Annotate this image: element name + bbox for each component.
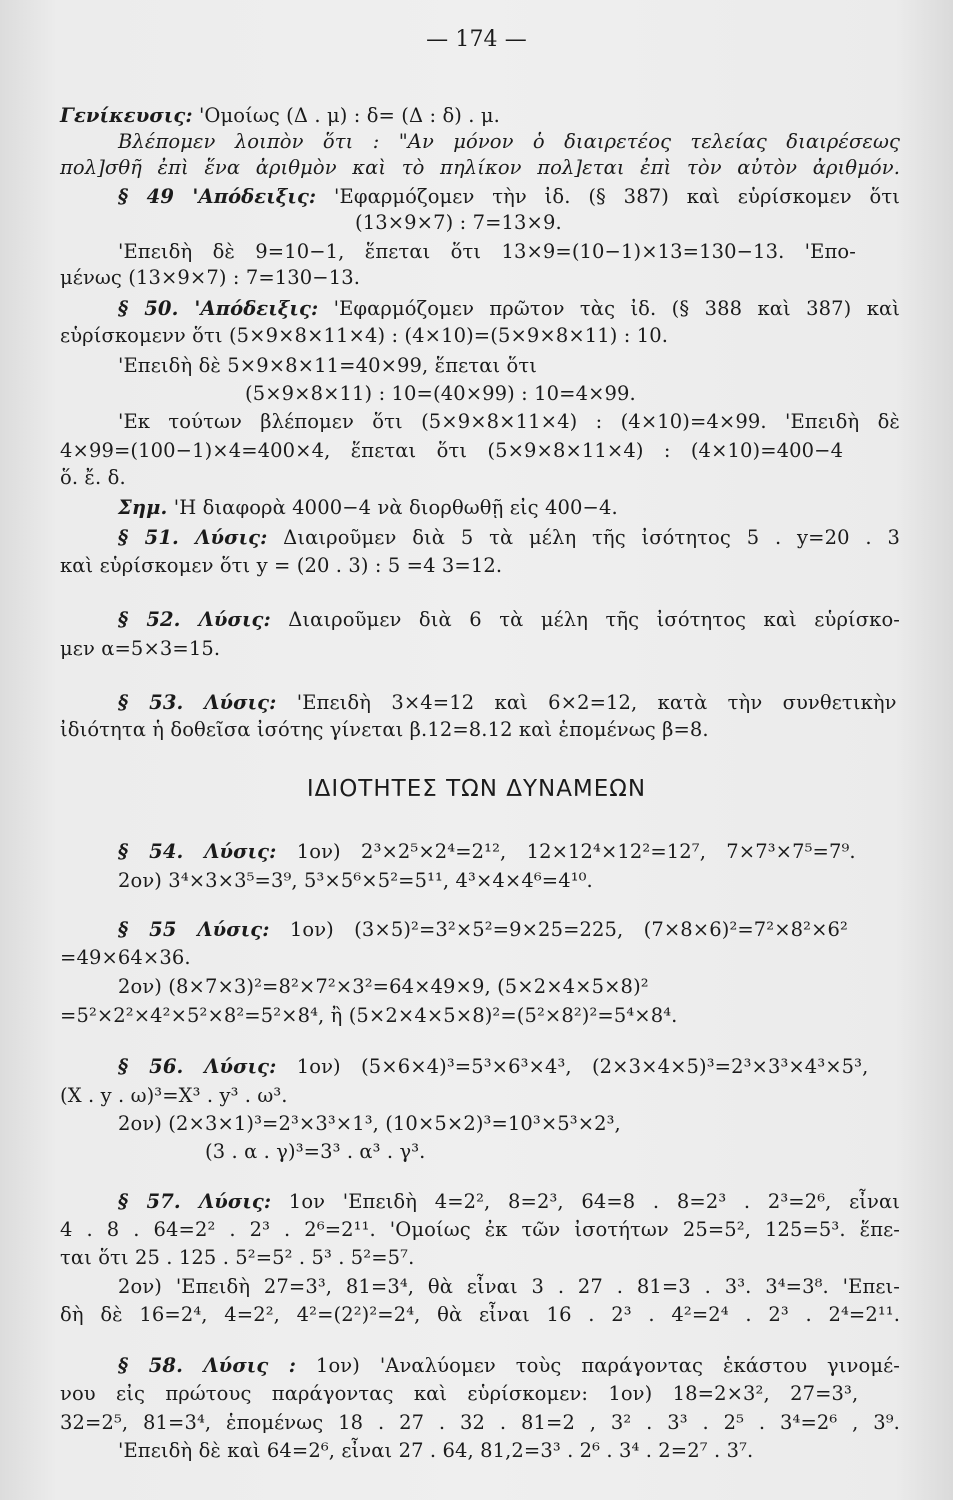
line-text: Διαιροῦμεν διὰ 5 τὰ μέλη τῆς ἰσότητος 5 . y=20 . 3: [267, 526, 900, 549]
text-line: [60, 466, 900, 490]
paragraph-lead: Σημ.: [118, 496, 168, 519]
paragraph-lead: § 57. Λύσις:: [118, 1190, 272, 1213]
line-text: =5²×2²×4²×5²×8²=5²×8⁴, ἢ (5×2×4×5×8)²=(5²×8²)²=5⁴×8⁴.: [60, 1004, 678, 1027]
paragraph-lead: § 56. Λύσις:: [118, 1055, 277, 1078]
text-line: [118, 1354, 953, 1378]
paragraph-lead: § 54. Λύσις:: [118, 840, 277, 863]
paragraph-lead: Γενίκευσις:: [60, 104, 193, 127]
line-text: 'Εφαρμόζομεν τὴν ἰδ. (§ 387) καὶ εὑρίσκομεν ὅτι: [316, 185, 900, 208]
line-text: Βλέπομεν λοιπὸν ὅτι : "Αν μόνον ὁ διαιρετέος τελείας διαιρέσεως: [118, 130, 900, 153]
line-text: 'Ομοίως (Δ . μ) : δ= (Δ : δ) . μ.: [192, 104, 500, 127]
text-line: [60, 156, 900, 180]
line-text: (5×9×8×11) : 10=(40×99) : 10=4×99.: [245, 382, 636, 405]
text-line: [118, 1112, 953, 1136]
text-line: [118, 354, 953, 378]
text-line: [118, 608, 953, 632]
line-text: καὶ εὑρίσκομεν ὅτι y = (20 . 3) : 5 =4 3=12.: [60, 554, 503, 577]
line-text: 1ον 'Επειδὴ 4=2², 8=2³, 64=8 . 8=2³ . 2³=2⁶, εἶναι: [271, 1190, 900, 1213]
page-number: — 174 —: [426, 27, 527, 52]
text-line: [60, 266, 900, 290]
text-line: [60, 1246, 900, 1270]
line-text: 32=2⁵, 81=3⁴, ἑπομένως 18 . 27 . 32 . 81=2 , 3² . 3³ . 2⁵ . 3⁴=2⁶ , 3⁹.: [60, 1411, 900, 1434]
line-text: 4 . 8 . 64=2² . 2³ . 2⁶=2¹¹. 'Ομοίως ἐκ τῶν ἰσοτήτων 25=5², 125=5³. ἕπε-: [60, 1218, 900, 1241]
paragraph-lead: § 50. 'Απόδειξις:: [118, 297, 319, 320]
line-text: δὴ δὲ 16=2⁴, 4=2², 4²=(2²)²=2⁴, θὰ εἶναι 16 . 2³ . 4²=2⁴ . 2³ . 2⁴=2¹¹.: [60, 1303, 900, 1326]
paragraph-lead: § 51. Λύσις:: [118, 526, 268, 549]
line-text: =49×64×36.: [60, 946, 191, 969]
text-line: [118, 918, 953, 942]
paragraph-lead: § 58. Λύσις :: [118, 1354, 297, 1377]
text-line: [60, 1411, 900, 1435]
line-text: (3 . α . γ)³=3³ . α³ . γ³.: [205, 1140, 426, 1163]
section-heading: [0, 777, 953, 801]
text-line: [118, 840, 953, 864]
text-line: [60, 104, 900, 128]
line-text: 'Η διαφορὰ 4000−4 νὰ διορθωθῇ εἰς 400−4.: [167, 496, 618, 519]
line-text: ὅ. ἔ. δ.: [60, 466, 126, 489]
line-text: 1ον) 2³×2⁵×2⁴=2¹², 12×12⁴×12²=12⁷, 7×7³×7⁵=7⁹.: [276, 840, 856, 863]
line-text: (13×9×7) : 7=13×9.: [355, 211, 562, 234]
line-text: νου εἰς πρώτους παράγοντας καὶ εὑρίσκομεν: 1ον) 18=2×3², 27=3³,: [60, 1382, 859, 1405]
line-text: μένως (13×9×7) : 7=130−13.: [60, 266, 361, 289]
line-text: μεν α=5×3=15.: [60, 637, 221, 660]
text-line: [118, 1055, 953, 1079]
paragraph-lead: § 52. Λύσις:: [118, 608, 271, 631]
line-text: 1ον) 'Αναλύομεν τοὺς παράγοντας ἑκάστου γινομέ-: [296, 1354, 900, 1377]
line-text: 2ον) 3⁴×3×3⁵=3⁹, 5³×5⁶×5²=5¹¹, 4³×4×4⁶=4¹⁰.: [118, 869, 593, 892]
text-line: [118, 691, 953, 715]
paragraph-lead: § 55 Λύσις:: [118, 918, 270, 941]
line-text: 'Επειδὴ δὲ 5×9×8×11=40×99, ἕπεται ὅτι: [118, 354, 537, 377]
line-text: 2ον) 'Επειδὴ 27=3³, 81=3⁴, θὰ εἶναι 3 . 27 . 81=3 . 3³. 3⁴=3⁸. 'Επει-: [118, 1275, 900, 1298]
text-line: [118, 869, 953, 893]
line-text: 'Επειδὴ 3×4=12 καὶ 6×2=12, κατὰ τὴν συνθετικὴν: [276, 691, 897, 714]
line-text: (X . y . ω)³=X³ . y³ . ω³.: [60, 1084, 288, 1107]
text-line: [245, 382, 953, 406]
text-line: [60, 1303, 900, 1327]
line-text: 4×99=(100−1)×4=400×4, ἕπεται ὅτι (5×9×8×11×4) : (4×10)=400−4: [60, 439, 844, 462]
line-text: 'Εφαρμόζομεν πρῶτον τὰς ἰδ. (§ 388 καὶ 387) καὶ: [318, 297, 900, 320]
text-line: [60, 324, 900, 348]
line-text: ΙΔΙΟΤΗΤΕΣ ΤΩΝ ΔΥΝΑΜΕΩΝ: [306, 776, 647, 802]
line-text: Διαιροῦμεν διὰ 6 τὰ μέλη τῆς ἰσότητος καὶ εὑρίσκο-: [270, 608, 900, 631]
line-text: 'Εκ τούτων βλέπομεν ὅτι (5×9×8×11×4) : (4×10)=4×99. 'Επειδὴ δὲ: [118, 410, 900, 433]
text-line: [118, 975, 953, 999]
line-text: εὑρίσκομενν ὅτι (5×9×8×11×4) : (4×10)=(5×9×8×11) : 10.: [60, 324, 669, 347]
text-line: [60, 554, 900, 578]
paragraph-lead: § 53. Λύσις:: [118, 691, 277, 714]
text-line: [60, 637, 900, 661]
line-text: 1ον) (5×6×4)³=5³×6³×4³, (2×3×4×5)³=2³×3³×4³×5³,: [276, 1055, 869, 1078]
line-text: 1ον) (3×5)²=3²×5²=9×25=225, (7×8×6)²=7²×8²×6²: [269, 918, 848, 941]
paragraph-lead: § 49 'Απόδειξις:: [118, 185, 317, 208]
text-line: [60, 946, 900, 970]
line-text: 'Επειδὴ δὲ καὶ 64=2⁶, εἶναι 27 . 64, 81,2=3³ . 2⁶ . 3⁴ . 2=2⁷ . 3⁷.: [118, 1439, 754, 1462]
line-text: 2ον) (8×7×3)²=8²×7²×3²=64×49×9, (5×2×4×5×8)²: [118, 975, 649, 998]
text-line: [118, 240, 953, 264]
text-line: [118, 410, 953, 434]
line-text: πολ]σθῆ ἐπὶ ἕνα ἀριθμὸν καὶ τὸ πηλίκον πολ]εται ἐπὶ τὸν αὐτὸν ἀριθμόν.: [60, 156, 900, 179]
line-text: ἰδιότητα ἡ δοθεῖσα ἰσότης γίνεται β.12=8.12 καὶ ἑπομένως β=8.: [60, 718, 709, 741]
text-line: [355, 211, 953, 235]
text-line: [60, 1004, 900, 1028]
text-line: [118, 1190, 953, 1214]
text-line: [118, 1439, 953, 1463]
text-line: [118, 297, 953, 321]
text-line: [60, 439, 900, 463]
text-line: [118, 185, 953, 209]
line-text: ται ὅτι 25 . 125 . 5²=5² . 5³ . 5²=5⁷.: [60, 1246, 415, 1269]
text-line: [118, 526, 953, 550]
text-line: [60, 1218, 900, 1242]
text-line: [60, 1382, 900, 1406]
text-line: [118, 496, 953, 520]
text-line: [60, 1084, 900, 1108]
line-text: 2ον) (2×3×1)³=2³×3³×1³, (10×5×2)³=10³×5³×2³,: [118, 1112, 621, 1135]
text-line: [118, 1275, 953, 1299]
text-line: [60, 718, 900, 742]
text-line: [118, 130, 953, 154]
text-line: [205, 1140, 953, 1164]
line-text: 'Επειδὴ δὲ 9=10−1, ἕπεται ὅτι 13×9=(10−1)×13=130−13. 'Επο-: [118, 240, 856, 263]
